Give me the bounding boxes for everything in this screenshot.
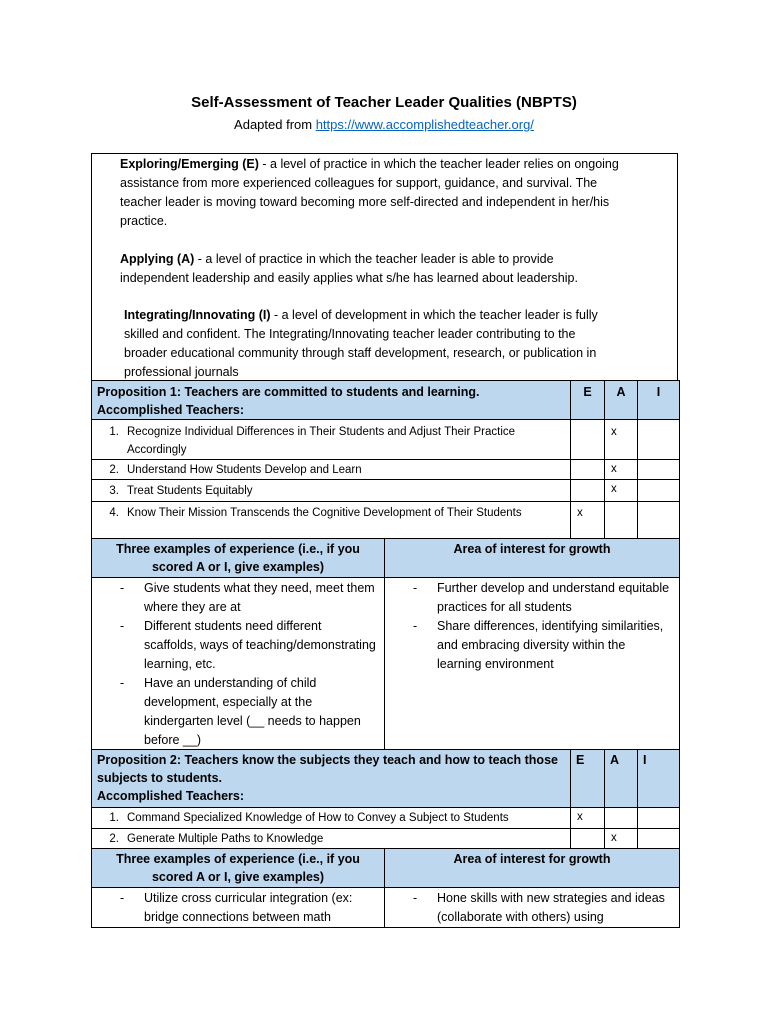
- examples-list: [92, 889, 376, 927]
- item-number: 1.: [109, 812, 119, 824]
- examples-cell[interactable]: [92, 888, 385, 928]
- definition-i-line: broader educational community through staff development, research, or publication in: [124, 346, 597, 360]
- proposition-1-header-row: [92, 381, 680, 420]
- item-text: Treat Students Equitably: [127, 485, 253, 497]
- table-row: [92, 420, 680, 460]
- proposition-2-header: [92, 750, 571, 808]
- rating-e-cell[interactable]: x: [571, 808, 605, 829]
- growth-header: Area of interest for growth: [385, 539, 680, 578]
- list-item: - Share differences, identifying similarities, and embracing diversity within the learning environment: [385, 617, 671, 674]
- rating-a-cell[interactable]: x: [605, 420, 638, 460]
- proposition-1-subtitle: Accomplished Teachers:: [97, 403, 245, 417]
- definition-a-text: - a level of practice in which the teacher leader is able to provide: [194, 252, 554, 266]
- rating-i-cell[interactable]: [638, 502, 680, 539]
- col-a-header: A: [605, 381, 638, 420]
- list-item: - Further develop and understand equitable practices for all students: [385, 579, 671, 617]
- table-row: [92, 460, 680, 480]
- rating-i-cell[interactable]: [638, 420, 680, 460]
- definition-i-line: skilled and confident. The Integrating/Innovating teacher leader contributing to the: [124, 327, 576, 341]
- examples-list: [92, 579, 376, 750]
- page-title: Self-Assessment of Teacher Leader Qualities (NBPTS): [191, 94, 577, 111]
- item-text-cell: [92, 420, 571, 460]
- list-item: - Different students need different scaffolds, ways of teaching/demonstrating learning, etc.: [92, 617, 376, 674]
- proposition-2-title: Proposition 2: Teachers know the subjects they teach and how to teach those subjects to students.: [97, 753, 558, 785]
- rating-i-cell[interactable]: [638, 829, 680, 849]
- table-row: [92, 480, 680, 502]
- proposition-1-title: Proposition 1: Teachers are committed to students and learning.: [97, 385, 480, 399]
- col-i-header: I: [638, 750, 680, 808]
- proposition-1-table: [91, 380, 680, 751]
- col-e-header: E: [571, 750, 605, 808]
- item-text: Understand How Students Develop and Learn: [127, 464, 362, 476]
- list-item: - Hone skills with new strategies and ideas (collaborate with others) using: [385, 889, 671, 927]
- definition-i: [124, 306, 598, 382]
- item-text-cell: [92, 480, 571, 502]
- growth-list: [385, 889, 671, 927]
- examples-header-row: [92, 539, 680, 578]
- item-text-cell: [92, 808, 571, 829]
- col-i-header: I: [638, 381, 680, 420]
- item-text-cell: [92, 502, 571, 539]
- definition-i-term: Integrating/Innovating (I): [124, 308, 271, 322]
- definitions-box: [91, 153, 678, 381]
- rating-e-cell[interactable]: [571, 829, 605, 849]
- examples-row: [92, 578, 680, 751]
- subtitle: [0, 117, 768, 132]
- item-text: Recognize Individual Differences in Their Students and Adjust Their Practice Accordingly: [127, 426, 516, 456]
- list-item: - Utilize cross curricular integration (ex: bridge connections between math: [92, 889, 376, 927]
- definition-e-line: assistance from more experienced colleagues for support, guidance, and survival. The: [120, 176, 598, 190]
- examples-header: Three examples of experience (i.e., if you scored A or I, give examples): [92, 539, 385, 578]
- rating-a-cell[interactable]: [605, 808, 638, 829]
- proposition-2-subtitle: Accomplished Teachers:: [97, 789, 245, 803]
- col-a-header: A: [605, 750, 638, 808]
- proposition-2-header-row: [92, 750, 680, 808]
- proposition-2-table: [91, 749, 680, 928]
- definition-a-line: independent leadership and easily applies what s/he has learned about leadership.: [120, 271, 578, 285]
- definition-i-line: professional journals: [124, 365, 239, 379]
- rating-i-cell[interactable]: [638, 480, 680, 502]
- rating-i-cell[interactable]: [638, 808, 680, 829]
- growth-cell[interactable]: [385, 888, 680, 928]
- examples-cell[interactable]: [92, 578, 385, 751]
- item-text: Know Their Mission Transcends the Cognitive Development of Their Students: [127, 507, 522, 519]
- rating-e-cell[interactable]: [571, 420, 605, 460]
- definition-e-text: - a level of practice in which the teacher leader relies on ongoing: [258, 157, 619, 171]
- definition-e-line: practice.: [120, 214, 168, 228]
- item-text-cell: [92, 460, 571, 480]
- definition-i-text: - a level of development in which the teacher leader is fully: [270, 308, 598, 322]
- item-number: 2.: [109, 464, 119, 476]
- table-row: [92, 829, 680, 849]
- list-item: - Give students what they need, meet them where they are at: [92, 579, 376, 617]
- growth-list: [385, 579, 671, 674]
- item-number: 4.: [109, 507, 119, 519]
- rating-e-cell[interactable]: x: [571, 502, 605, 539]
- source-link[interactable]: https://www.accomplishedteacher.org/: [315, 117, 534, 132]
- item-text-cell: [92, 829, 571, 849]
- rating-a-cell[interactable]: x: [605, 460, 638, 480]
- definition-a-term: Applying (A): [120, 252, 195, 266]
- item-text: Generate Multiple Paths to Knowledge: [127, 833, 324, 845]
- examples-header-row: [92, 849, 680, 888]
- definition-a: [120, 250, 578, 288]
- rating-e-cell[interactable]: [571, 480, 605, 502]
- growth-cell[interactable]: [385, 578, 680, 751]
- growth-header: Area of interest for growth: [385, 849, 680, 888]
- item-text: Command Specialized Knowledge of How to Convey a Subject to Students: [127, 812, 509, 824]
- rating-a-cell[interactable]: x: [605, 480, 638, 502]
- examples-header: Three examples of experience (i.e., if you scored A or I, give examples): [92, 849, 385, 888]
- rating-e-cell[interactable]: [571, 460, 605, 480]
- table-row: [92, 808, 680, 829]
- item-number: 3.: [109, 485, 119, 497]
- col-e-header: E: [571, 381, 605, 420]
- definition-e-line: teacher leader is moving toward becoming more self-directed and independent in her/his: [120, 195, 610, 209]
- rating-i-cell[interactable]: [638, 460, 680, 480]
- proposition-1-header: [92, 381, 571, 420]
- list-item: - Have an understanding of child development, especially at the kindergarten level (__ needs to happen before __): [92, 674, 376, 750]
- examples-row: [92, 888, 680, 928]
- table-row: [92, 502, 680, 539]
- rating-a-cell[interactable]: x: [605, 829, 638, 849]
- item-number: 1.: [109, 426, 119, 438]
- adapted-prefix: Adapted from: [234, 117, 316, 132]
- definition-e: [120, 155, 619, 231]
- item-number: 2.: [109, 833, 119, 845]
- rating-a-cell[interactable]: [605, 502, 638, 539]
- definition-e-term: Exploring/Emerging (E): [120, 157, 259, 171]
